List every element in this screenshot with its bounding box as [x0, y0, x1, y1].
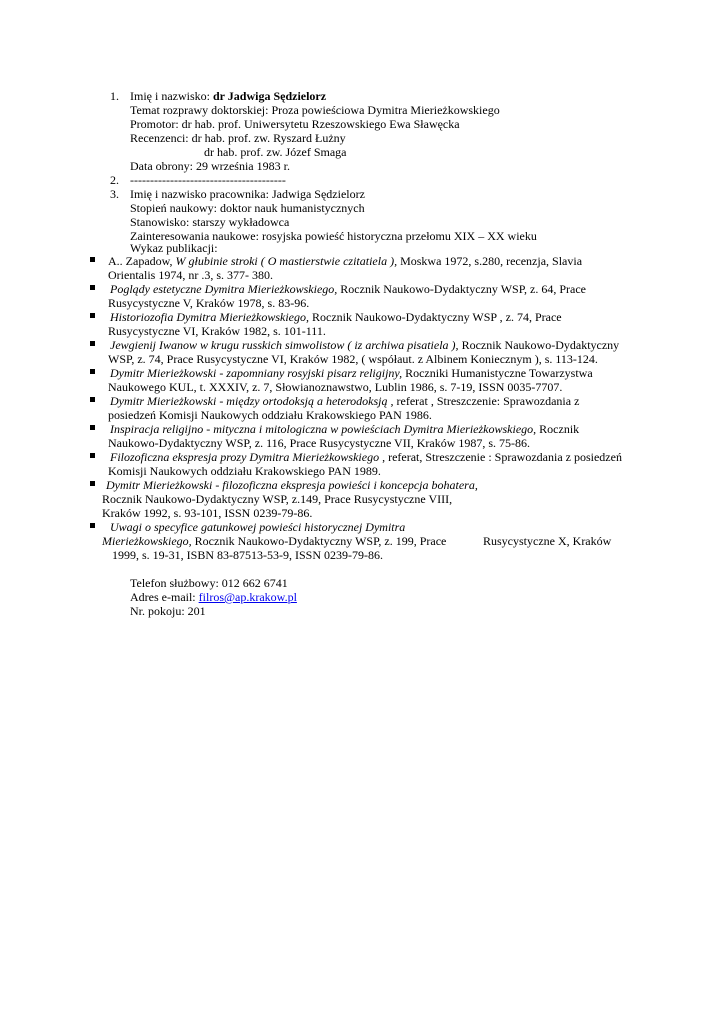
publication-5-title: Dymitr Mierieżkowski - zapomniany rosyjski pisarz religijny,: [110, 366, 403, 380]
publication-6-line-1: [110, 394, 579, 408]
contact-email-label: Adres e-mail:: [130, 590, 199, 604]
publication-4-details: Rocznik Naukowo-Dydaktyczny: [458, 338, 620, 352]
item-1-name-value: dr Jadwiga Sędzielorz: [212, 89, 327, 103]
publication-5-details: Roczniki Humanistyczne Towarzystwa: [402, 366, 593, 380]
bullet-icon: [90, 397, 95, 402]
publication-9-title: Dymitr Mierieżkowski - filozoficzna ekspresja powieści i koncepcja bohatera,: [106, 478, 478, 492]
publication-3-details: Rocznik Naukowo-Dydaktyczny WSP , z. 74, Prace: [308, 310, 562, 324]
publication-1-line-2: Orientalis 1974, nr .3, s. 377- 380.: [108, 268, 273, 282]
item-3-interests: Zainteresowania naukowe: rosyjska powieść historyczna przełomu XIX – XX wieku: [130, 229, 537, 243]
publication-7-line-2: Naukowo-Dydaktyczny WSP, z. 116, Prace Rusycystyczne VII, Kraków 1987, s. 75-86.: [108, 436, 531, 450]
bullet-icon: [90, 523, 95, 528]
item-1-defense-date: Data obrony: 29 września 1983 r.: [130, 159, 290, 173]
publication-10-line-2-tab: Rusycystyczne X, Kraków: [483, 534, 612, 548]
item-1-number: 1.: [110, 89, 119, 103]
item-1-name-line: [130, 89, 326, 103]
bullet-icon: [90, 257, 95, 262]
bullet-icon: [90, 313, 95, 318]
publication-6-title: Dymitr Mierieżkowski - między ortodoksją a heterodoksją ,: [110, 394, 394, 408]
publication-10-line-3: 1999, s. 19-31, ISBN 83-87513-53-9, ISSN 0239-79-86.: [112, 548, 383, 562]
bullet-icon: [90, 425, 95, 430]
publication-7-details: , Rocznik: [533, 422, 580, 436]
publication-2-line-1: [110, 282, 586, 296]
publications-header: Wykaz publikacji:: [130, 241, 218, 255]
publication-10-title: Uwagi o specyfice gatunkowej powieści historycznej Dymitra: [110, 520, 406, 534]
contact-phone: Telefon służbowy: 012 662 6741: [130, 576, 288, 590]
publication-1-details: Moskwa 1972, s.280, recenzja, Slavia: [397, 254, 583, 268]
publication-1-line-1: [108, 254, 582, 268]
publication-2-details: Rocznik Naukowo-Dydaktyczny WSP, z. 64, Prace: [337, 282, 587, 296]
item-3-name: Imię i nazwisko pracownika: Jadwiga Sędzielorz: [130, 187, 365, 201]
contact-room: Nr. pokoju: 201: [130, 604, 206, 618]
publication-9-line-2: Rocznik Naukowo-Dydaktyczny WSP, z.149, Prace Rusycystyczne VIII,: [102, 492, 453, 506]
contact-email-line: [130, 590, 297, 604]
publication-10-line-2: [102, 534, 446, 548]
publication-10-line-1: [110, 520, 405, 534]
publication-2-title: Poglądy estetyczne Dymitra Mierieżkowskiego,: [110, 282, 338, 296]
publication-9-line-3: Kraków 1992, s. 93-101, ISSN 0239-79-86.: [102, 506, 313, 520]
bullet-icon: [90, 285, 95, 290]
publication-5-line-1: [110, 366, 593, 380]
publication-2-line-2: Rusycystyczne V, Kraków 1978, s. 83-96.: [108, 296, 310, 310]
publication-8-line-2: Komisji Naukowych oddziału Krakowskiego PAN 1989.: [108, 464, 381, 478]
item-1-promotor: Promotor: dr hab. prof. Uniwersytetu Rzeszowskiego Ewa Sławęcka: [130, 117, 460, 131]
item-1-name-label: Imię i nazwisko:: [130, 89, 213, 103]
publication-8-title: Filozoficzna ekspresja prozy Dymitra Mierieżkowskiego: [110, 450, 380, 464]
bullet-icon: [90, 341, 95, 346]
publication-3-line-1: [110, 310, 562, 324]
publication-10-details: Rocznik Naukowo-Dydaktyczny WSP, z. 199, Prace: [191, 534, 447, 548]
item-3-number: 3.: [110, 187, 119, 201]
item-3-position: Stanowisko: starszy wykładowca: [130, 215, 290, 229]
publication-4-title: Jewgienij Iwanow w krugu russkich simwolistow ( iz archiwa pisatiela ),: [110, 338, 459, 352]
publication-7-line-1: [110, 422, 579, 436]
bullet-icon: [90, 481, 95, 486]
item-3-degree: Stopień naukowy: doktor nauk humanistycznych: [130, 201, 365, 215]
publication-1-author: A.. Zapadow,: [108, 254, 176, 268]
item-1-reviewers-1: Recenzenci: dr hab. prof. zw. Ryszard Łużny: [130, 131, 346, 145]
bullet-icon: [90, 369, 95, 374]
publication-6-details: referat , Streszczenie: Sprawozdania z: [393, 394, 580, 408]
publication-4-line-2: WSP, z. 74, Prace Rusycystyczne VI, Kraków 1982, ( współaut. z Albinem Koniecznym ), s. 113-124.: [108, 352, 598, 366]
publication-9-line-1: [106, 478, 478, 492]
publication-5-line-2: Naukowego KUL, t. XXXIV, z. 7, Słowianoznawstwo, Lublin 1986, s. 7-19, ISSN 0035-7707.: [108, 380, 563, 394]
bullet-icon: [90, 453, 95, 458]
publication-1-title: W głubinie stroki ( O mastierstwie czitatiela ),: [175, 254, 398, 268]
publication-6-line-2: posiedzeń Komisji Naukowych oddziału Krakowskiego PAN 1986.: [108, 408, 432, 422]
publication-3-line-2: Rusycystyczne VI, Kraków 1982, s. 101-111.: [108, 324, 326, 338]
contact-email-link[interactable]: filros@ap.krakow.pl: [198, 590, 297, 604]
item-1-reviewers-2: dr hab. prof. zw. Józef Smaga: [204, 145, 347, 159]
publication-4-line-1: [110, 338, 619, 352]
item-1-topic: Temat rozprawy doktorskiej: Proza powieściowa Dymitra Mierieżkowskiego: [130, 103, 500, 117]
publication-3-title: Historiozofia Dymitra Mierieżkowskiego,: [110, 310, 309, 324]
publication-7-title: Inspiracja religijno - mityczna i mitologiczna w powieściach Dymitra Mierieżkowskiego: [110, 422, 534, 436]
item-2-dashes: ---------------------------------------: [130, 173, 286, 187]
item-2-number: 2.: [110, 173, 119, 187]
publication-8-line-1: [110, 450, 622, 464]
publication-8-details: , referat, Streszczenie : Sprawozdania z posiedzeń: [379, 450, 622, 464]
publication-10-title-end: Mierieżkowskiego,: [102, 534, 192, 548]
